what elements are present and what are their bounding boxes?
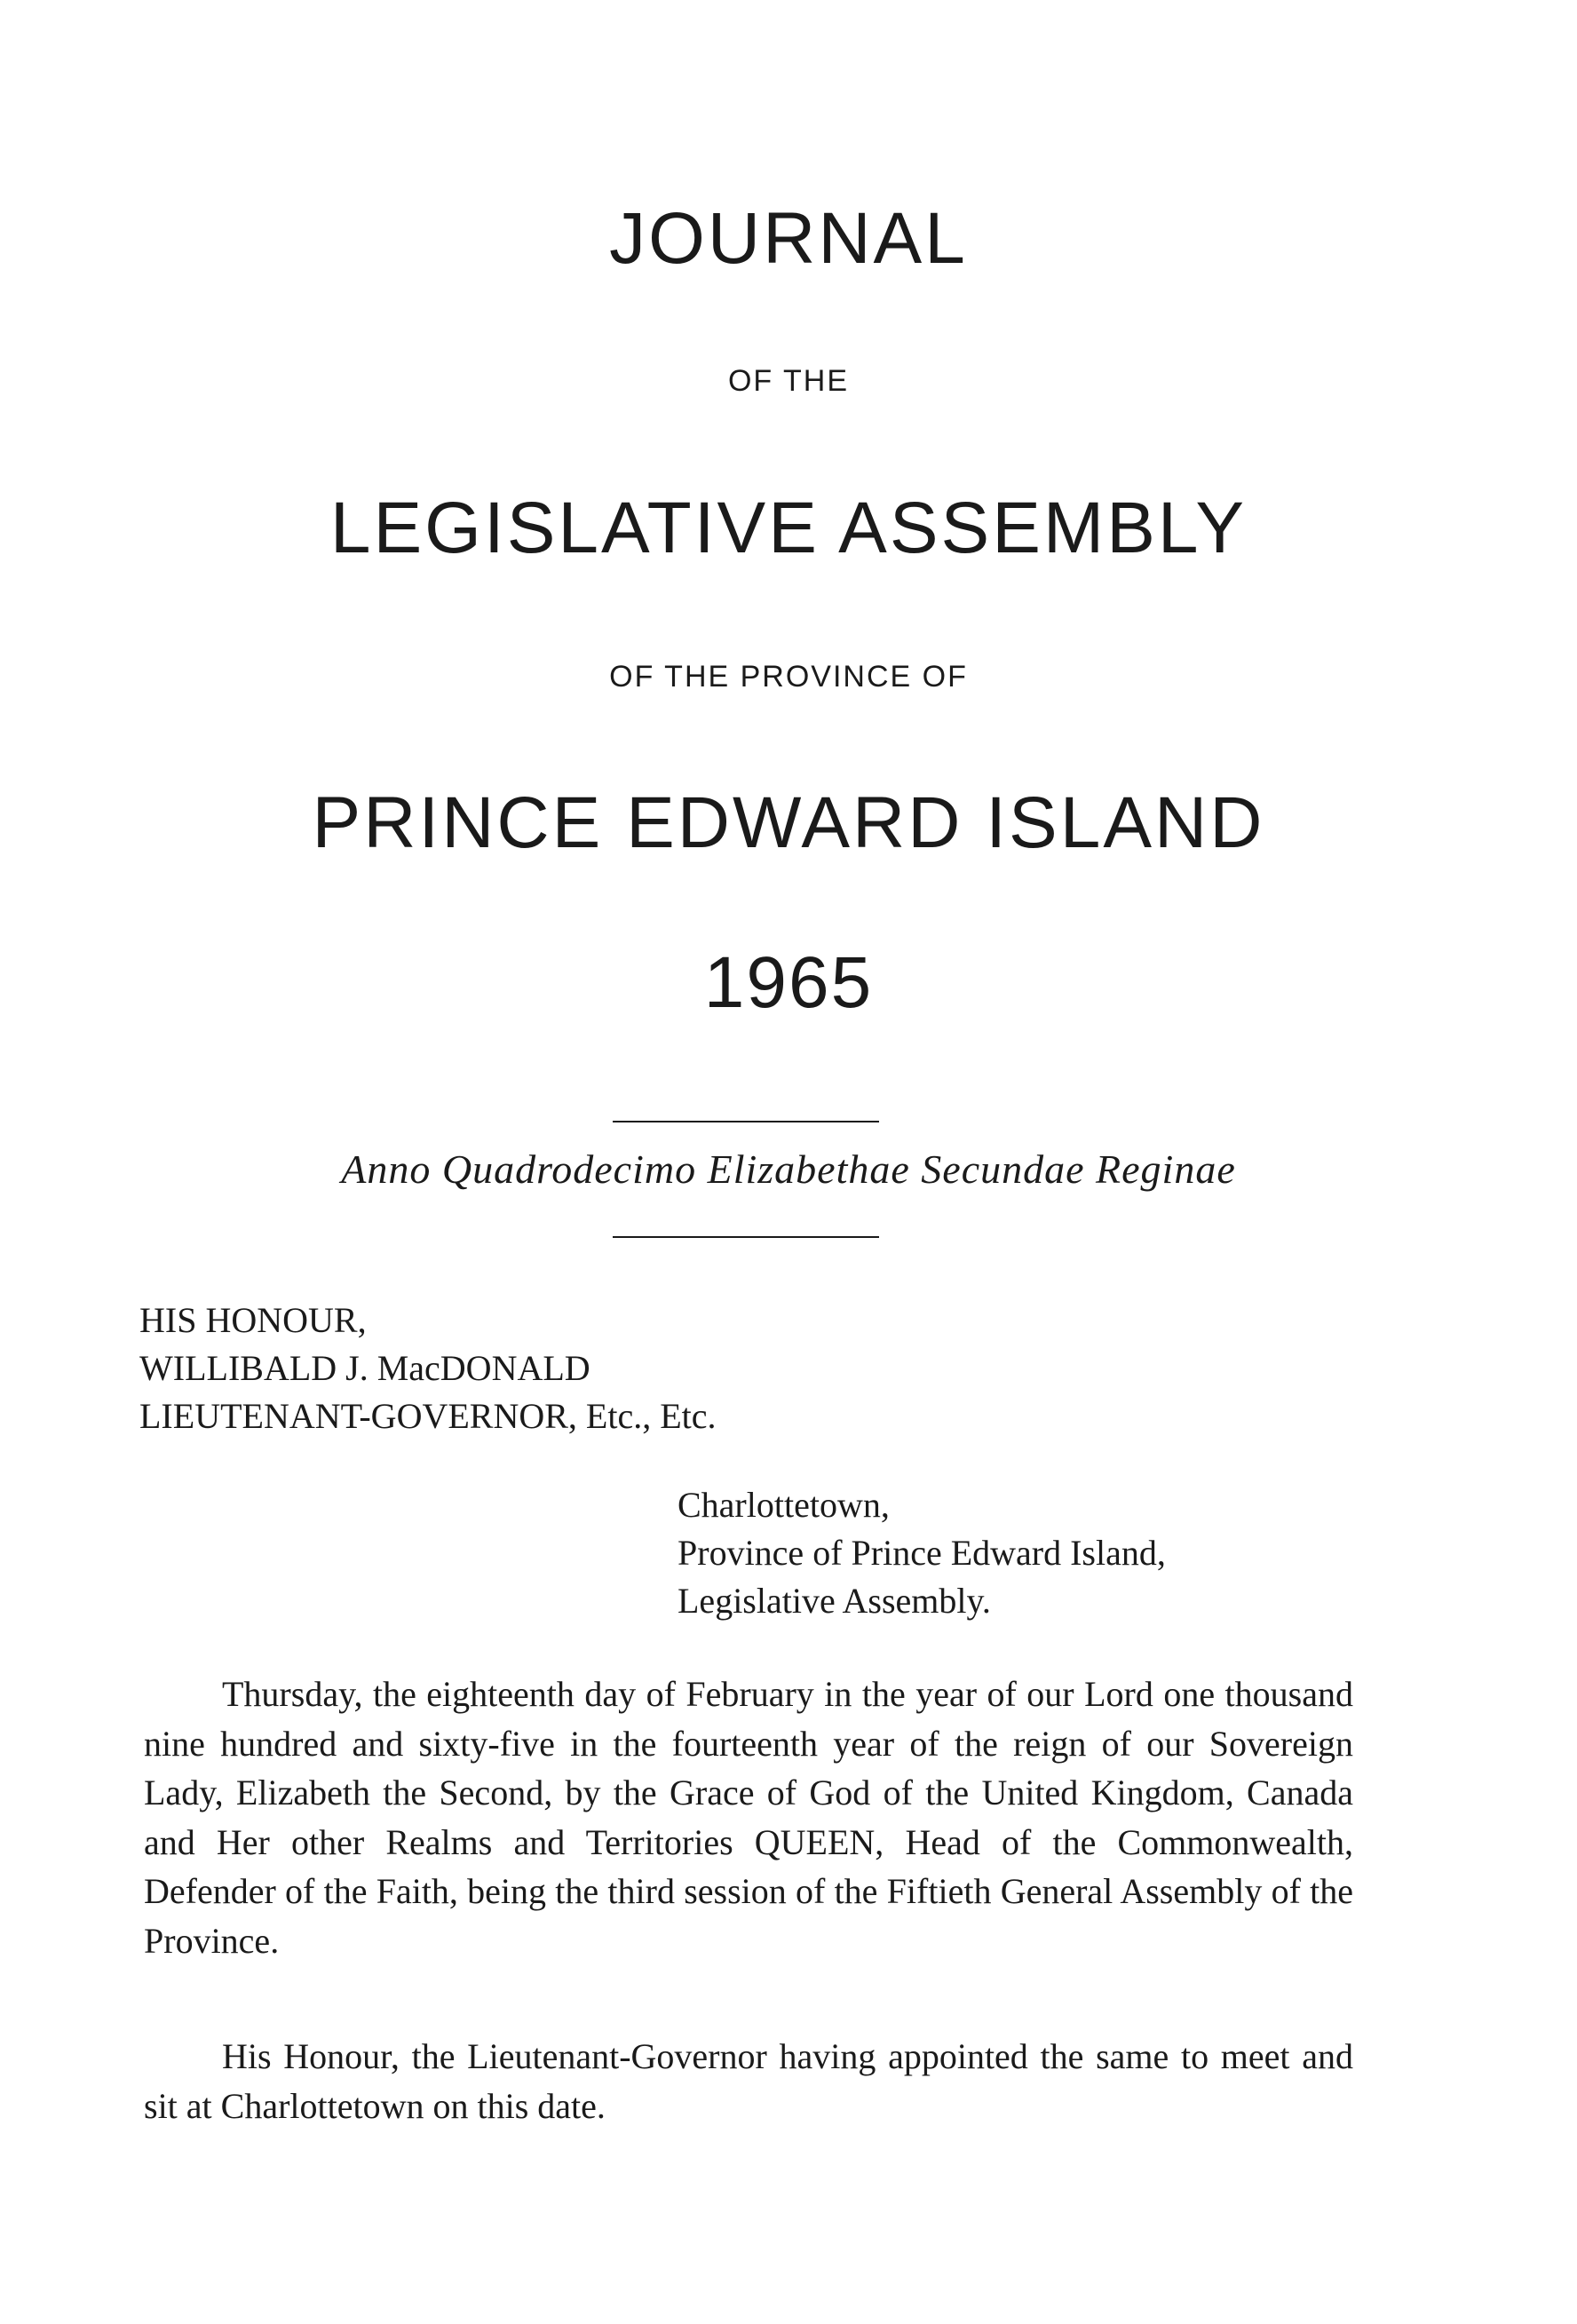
title-of-the: OF THE <box>727 364 850 398</box>
divider-top <box>613 1121 879 1122</box>
honour-block <box>139 1297 717 1440</box>
title-legislative-assembly: LEGISLATIVE ASSEMBLY <box>329 488 1248 568</box>
title-journal: JOURNAL <box>609 198 968 279</box>
address-line-2: Province of Prince Edward Island, <box>678 1533 1166 1573</box>
title-of-the-province-of: OF THE PROVINCE OF <box>609 660 968 694</box>
address-block <box>678 1481 1166 1625</box>
title-prince-edward-island: PRINCE EDWARD ISLAND <box>312 782 1265 863</box>
divider-bottom <box>613 1236 879 1238</box>
paragraph-session-opening: Thursday, the eighteenth day of February in the year of our Lord one thousand nine hundred and sixty-five in the fourteenth year of the reign of our Sovereign Lady, Elizabeth the Second, by the Grace of God of the United Kingdom, Canada and Her other Realms and Territories QUEEN, Head of the Commonwealth, Defender of the Faith, being the third session of the Fiftieth General Assembly of the Province. <box>144 1674 1353 1961</box>
address-line-3: Legislative Assembly. <box>678 1581 991 1621</box>
latin-regnal-line: Anno Quadrodecimo Elizabethae Secundae Reginae <box>341 1146 1236 1192</box>
honour-line-2: WILLIBALD J. MacDONALD <box>139 1348 590 1388</box>
title-year: 1965 <box>703 942 874 1023</box>
paragraph-appointment: His Honour, the Lieutenant-Governor having appointed the same to meet and sit at Charlottetown on this date. <box>144 2036 1353 2126</box>
address-line-1: Charlottetown, <box>678 1485 890 1525</box>
honour-line-3: LIEUTENANT-GOVERNOR, Etc., Etc. <box>139 1396 717 1436</box>
honour-line-1: HIS HONOUR, <box>139 1300 367 1340</box>
